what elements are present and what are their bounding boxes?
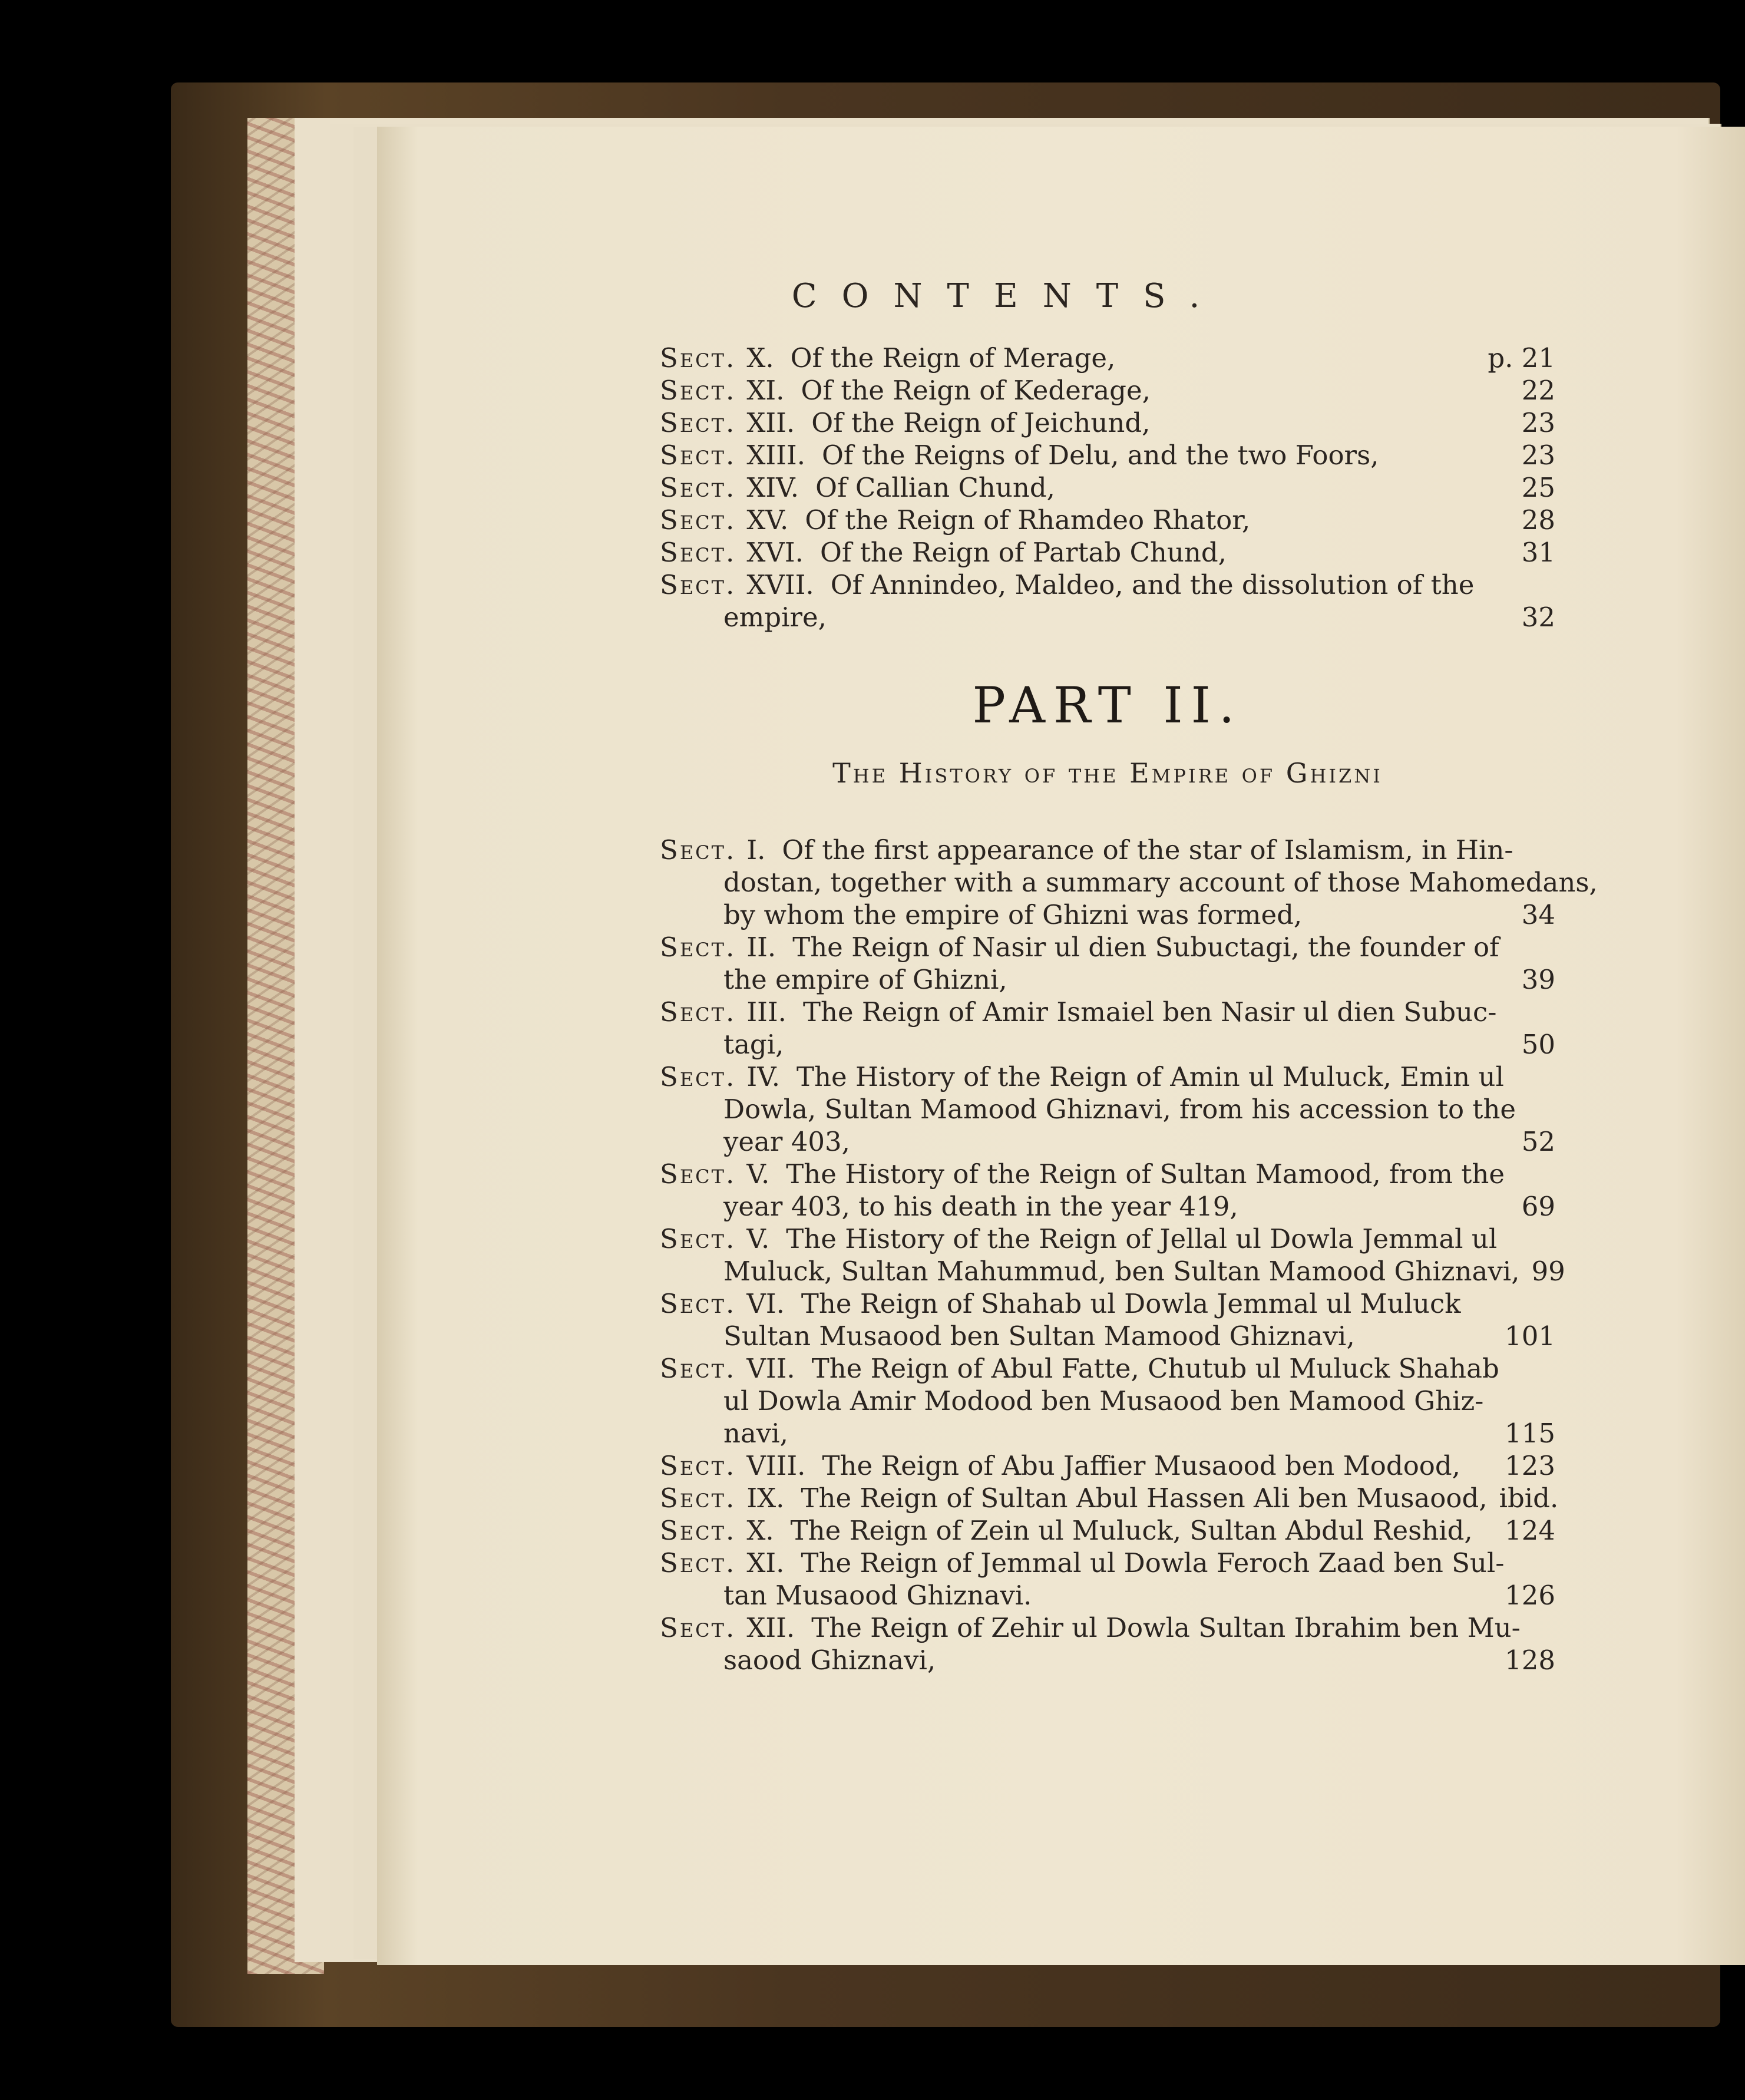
toc-line [660, 1417, 1555, 1449]
section-title-continuation: by whom the empire of Ghizni was formed, [723, 899, 1303, 930]
toc-line [660, 1093, 1555, 1125]
section-number: I. [746, 834, 766, 866]
section-title: Of the Reign of Partab Chund, [819, 537, 1227, 568]
section-title: The History of the Reign of Sultan Mamood, from the [786, 1158, 1505, 1190]
section-title: Of the Reign of Kederage, [801, 375, 1151, 406]
toc-line [660, 1320, 1555, 1352]
toc-line [660, 931, 1555, 963]
page-number: 52 [1521, 1126, 1555, 1157]
toc-entry [660, 1223, 1565, 1287]
toc-line [660, 1190, 1555, 1223]
toc-line [660, 1223, 1555, 1255]
page-number: 99 [1531, 1256, 1565, 1287]
section-number: XVI. [746, 537, 804, 568]
section-label: Sect. [660, 1612, 736, 1643]
page-number: 34 [1521, 899, 1555, 930]
section-label: Sect. [660, 1061, 736, 1092]
page-number: 23 [1521, 440, 1555, 471]
toc-line [660, 1579, 1555, 1612]
toc-line [660, 963, 1555, 996]
toc-line [660, 866, 1598, 899]
section-title: The History of the Reign of Jellal ul Dowla Jemmal ul [786, 1223, 1498, 1254]
toc-entry [660, 996, 1555, 1061]
toc-line [660, 1449, 1555, 1482]
section-number: XI. [746, 375, 785, 406]
section-number: III. [746, 996, 786, 1028]
section-label: Sect. [660, 834, 736, 866]
toc-line [660, 834, 1555, 866]
page-number: 124 [1505, 1515, 1555, 1546]
toc-line [660, 1514, 1555, 1547]
toc-line [660, 374, 1555, 407]
section-number: V. [746, 1223, 770, 1254]
section-number: X. [746, 342, 774, 374]
section-number: XIII. [746, 440, 805, 471]
toc-line [660, 1612, 1555, 1644]
page-number: p. 21 [1488, 342, 1555, 374]
section-title-continuation: empire, [723, 602, 827, 633]
section-title: The Reign of Abu Jaffier Musaood ben Modood, [822, 1450, 1460, 1481]
toc-entry [660, 342, 1555, 374]
section-number: II. [746, 932, 776, 963]
section-title: Of Callian Chund, [815, 472, 1055, 503]
section-label: Sect. [660, 1515, 736, 1546]
section-title: The Reign of Zehir ul Dowla Sultan Ibrahim ben Mu- [811, 1612, 1521, 1643]
part-heading: PART II. [972, 676, 1243, 734]
toc-entry [660, 1061, 1555, 1158]
toc-line [660, 601, 1555, 633]
section-title-continuation: tagi, [723, 1029, 784, 1060]
section-title-continuation: Dowla, Sultan Mamood Ghiznavi, from his accession to the [723, 1094, 1516, 1125]
section-label: Sect. [660, 1223, 736, 1254]
section-title-continuation: tan Musaood Ghiznavi. [723, 1580, 1032, 1611]
toc-line [660, 471, 1555, 504]
toc-entry [660, 1612, 1555, 1676]
page-number: 32 [1521, 602, 1555, 633]
section-title: The Reign of Nasir ul dien Subuctagi, the founder of [792, 932, 1499, 963]
section-title: Of the Reign of Jeichund, [811, 407, 1151, 438]
toc-line [660, 1125, 1555, 1158]
toc-line [660, 1061, 1555, 1093]
toc-line [660, 536, 1555, 569]
section-label: Sect. [660, 1158, 736, 1190]
toc-entry [660, 1449, 1555, 1482]
toc-line [660, 1255, 1565, 1287]
toc-line [660, 1482, 1559, 1514]
section-label: Sect. [660, 440, 736, 471]
section-title: Of the Reigns of Delu, and the two Foors, [822, 440, 1379, 471]
page-number: ibid. [1499, 1482, 1559, 1514]
section-title-continuation: Muluck, Sultan Mahummud, ben Sultan Mamood Ghiznavi, [723, 1256, 1520, 1287]
page-number: 128 [1505, 1645, 1555, 1676]
section-title: The Reign of Zein ul Muluck, Sultan Abdul Reshid, [790, 1515, 1473, 1546]
section-title-continuation: Sultan Musaood ben Sultan Mamood Ghiznavi, [723, 1320, 1355, 1352]
toc-part2 [660, 834, 1598, 1676]
toc-line [660, 1644, 1555, 1676]
toc-line [660, 899, 1555, 931]
section-label: Sect. [660, 375, 736, 406]
page-number: 23 [1521, 407, 1555, 438]
section-title: The History of the Reign of Amin ul Muluck, Emin ul [797, 1061, 1504, 1092]
section-label: Sect. [660, 537, 736, 568]
section-label: Sect. [660, 1288, 736, 1319]
toc-entry [660, 1514, 1555, 1547]
running-head: CONTENTS. [791, 277, 1225, 315]
section-number: V. [746, 1158, 770, 1190]
toc-part1 [660, 342, 1555, 633]
toc-line [660, 1352, 1555, 1385]
toc-entry [660, 504, 1555, 536]
section-number: X. [746, 1515, 774, 1546]
toc-line [660, 996, 1555, 1028]
page-number: 50 [1521, 1029, 1555, 1060]
section-title: Of Annindeo, Maldeo, and the dissolution of the [830, 569, 1475, 600]
section-number: XIV. [746, 472, 799, 503]
section-title-continuation: year 403, [723, 1126, 850, 1157]
toc-line [660, 1158, 1555, 1190]
section-title: The Reign of Abul Fatte, Chutub ul Muluck Shahab [811, 1353, 1499, 1384]
section-title-continuation: year 403, to his death in the year 419, [723, 1191, 1238, 1222]
section-label: Sect. [660, 472, 736, 503]
section-label: Sect. [660, 1482, 736, 1514]
section-title: The Reign of Jemmal ul Dowla Feroch Zaad ben Sul- [801, 1547, 1505, 1579]
section-label: Sect. [660, 1450, 736, 1481]
section-label: Sect. [660, 932, 736, 963]
page-number: 115 [1505, 1418, 1555, 1449]
section-number: VIII. [746, 1450, 806, 1481]
page-number: 101 [1505, 1320, 1555, 1352]
toc-entry [660, 834, 1598, 931]
section-number: IV. [746, 1061, 781, 1092]
toc-entry [660, 374, 1555, 407]
page-number: 25 [1521, 472, 1555, 503]
page-number: 123 [1505, 1450, 1555, 1481]
section-title-continuation: ul Dowla Amir Modood ben Musaood ben Mamood Ghiz- [723, 1385, 1484, 1416]
toc-entry [660, 931, 1555, 996]
section-label: Sect. [660, 569, 736, 600]
section-title: The Reign of Shahab ul Dowla Jemmal ul Muluck [801, 1288, 1461, 1319]
page-number: 39 [1521, 964, 1555, 995]
part-subtitle: The History of the Empire of Ghizni [832, 757, 1383, 789]
page-number: 31 [1521, 537, 1555, 568]
page-number: 126 [1505, 1580, 1555, 1611]
section-title: The Reign of Amir Ismaiel ben Nasir ul dien Subuc- [802, 996, 1497, 1028]
toc-entry [660, 569, 1555, 633]
toc-entry [660, 1287, 1555, 1352]
section-label: Sect. [660, 342, 736, 374]
section-title-continuation: dostan, together with a summary account of those Mahomedans, [723, 867, 1598, 898]
section-title-continuation: navi, [723, 1418, 788, 1449]
page-number: 22 [1521, 375, 1555, 406]
toc-line [660, 569, 1555, 601]
section-label: Sect. [660, 1353, 736, 1384]
section-title: Of the first appearance of the star of Islamism, in Hin- [782, 834, 1513, 866]
toc-entry [660, 1482, 1559, 1514]
section-label: Sect. [660, 996, 736, 1028]
toc-entry [660, 1352, 1555, 1449]
section-number: XI. [746, 1547, 785, 1579]
section-label: Sect. [660, 1547, 736, 1579]
section-number: XII. [746, 1612, 795, 1643]
toc-line [660, 439, 1555, 471]
toc-line [660, 1028, 1555, 1061]
section-number: VI. [746, 1288, 785, 1319]
toc-line [660, 407, 1555, 439]
toc-entry [660, 536, 1555, 569]
toc-entry [660, 439, 1555, 471]
toc-line [660, 342, 1555, 374]
section-title: The Reign of Sultan Abul Hassen Ali ben Musaood, [801, 1482, 1488, 1514]
toc-entry [660, 407, 1555, 439]
section-title-continuation: saood Ghiznavi, [723, 1645, 936, 1676]
section-number: IX. [746, 1482, 785, 1514]
section-number: XVII. [746, 569, 814, 600]
toc-line [660, 1547, 1555, 1579]
page-number: 69 [1521, 1191, 1555, 1222]
section-title-continuation: the empire of Ghizni, [723, 964, 1007, 995]
section-label: Sect. [660, 407, 736, 438]
toc-line [660, 1287, 1555, 1320]
toc-entry [660, 471, 1555, 504]
section-title: Of the Reign of Merage, [790, 342, 1116, 374]
section-number: VII. [746, 1353, 795, 1384]
section-number: XV. [746, 504, 789, 536]
toc-entry [660, 1547, 1555, 1612]
section-title: Of the Reign of Rhamdeo Rhator, [805, 504, 1251, 536]
toc-entry [660, 1158, 1555, 1223]
section-label: Sect. [660, 504, 736, 536]
section-number: XII. [746, 407, 795, 438]
page-number: 28 [1521, 504, 1555, 536]
toc-line [660, 504, 1555, 536]
toc-line [660, 1385, 1555, 1417]
